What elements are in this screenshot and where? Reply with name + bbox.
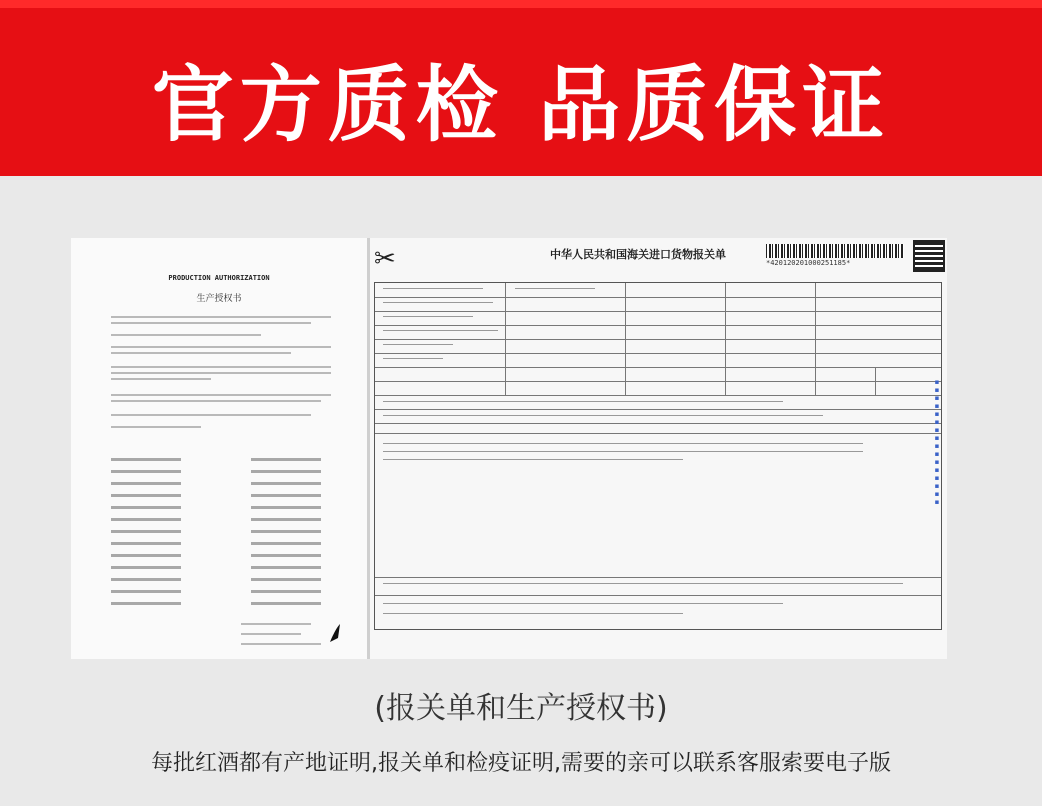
banner	[0, 0, 1042, 176]
customs-emblem-icon: ✂	[374, 244, 396, 274]
qr-code-icon	[915, 242, 943, 270]
customs-declaration-document	[370, 238, 947, 659]
barcode-number: *420120201000251185*	[766, 259, 851, 267]
authorization-title: PRODUCTION AUTHORIZATION	[168, 274, 270, 282]
documents-image	[71, 238, 947, 659]
customs-form-title: 中华人民共和国海关进口货物报关单	[550, 248, 726, 261]
banner-top-strip	[0, 0, 1042, 8]
watermark-vertical: ▪▪▪▪▪▪▪▪▪▪▪▪▪▪▪▪	[933, 378, 941, 506]
subcaption: 每批红酒都有产地证明,报关单和检疫证明,需要的亲可以联系客服索要电子版	[151, 751, 891, 776]
production-authorization-document	[71, 238, 370, 659]
declaration-form-grid	[374, 282, 942, 630]
barcode	[766, 244, 904, 258]
authorization-subtitle: 生产授权书	[196, 294, 242, 304]
signature-mark	[326, 622, 346, 646]
banner-title: 官方质检 品质保证	[151, 58, 891, 153]
caption: (报关单和生产授权书)	[374, 691, 668, 726]
